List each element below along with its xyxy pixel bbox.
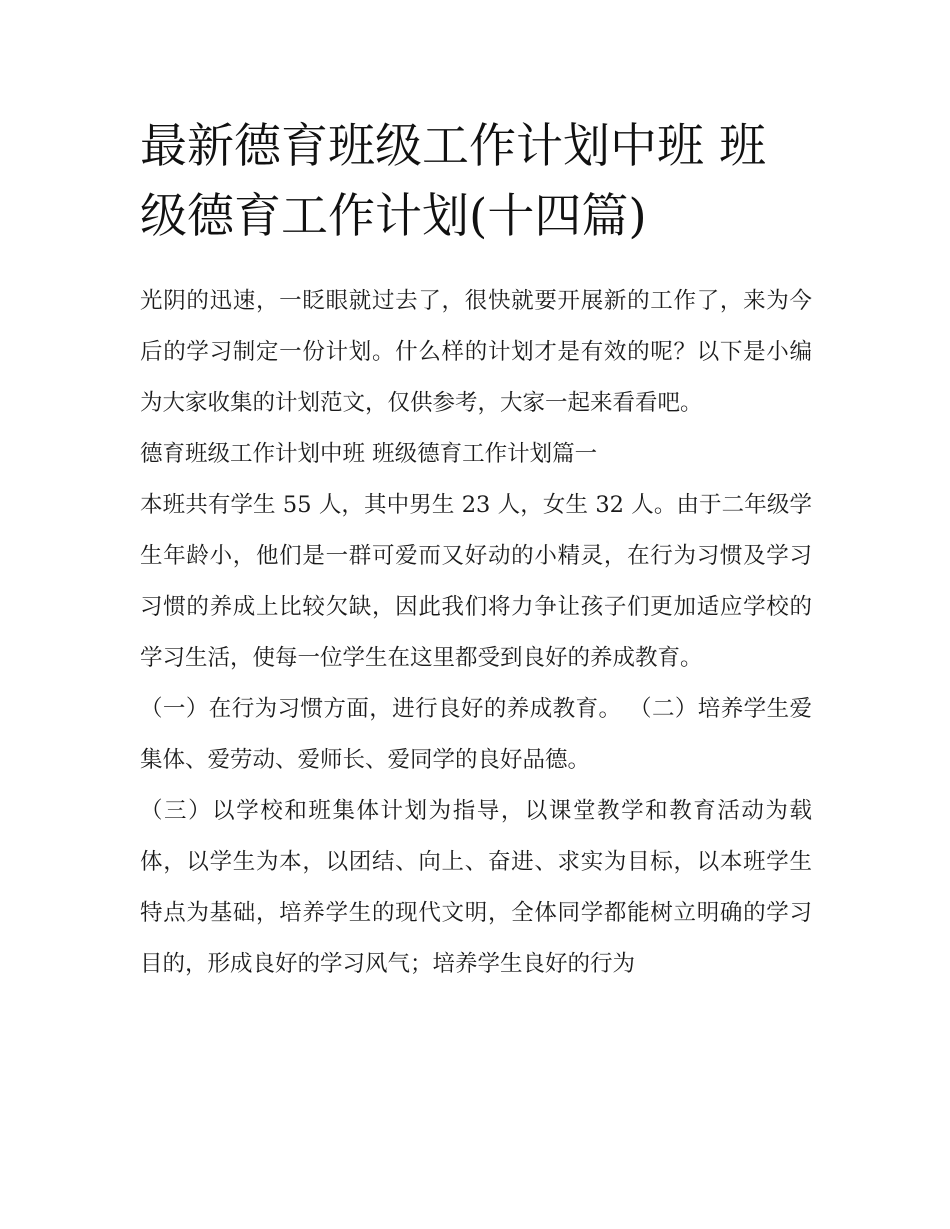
document-page bbox=[140, 112, 812, 990]
section-heading: 德育班级工作计划中班 班级德育工作计划篇一 bbox=[140, 441, 598, 467]
body-paragraph: （一）在行为习惯方面，进行良好的养成教育。 （二）培养学生爱集体、爱劳动、爱师长、爱同学的良好品德。 bbox=[140, 696, 812, 773]
intro-paragraph: 光阴的迅速，一眨眼就过去了，很快就要开展新的工作了，来为今后的学习制定一份计划。什么样的计划才是有效的呢？以下是小编为大家收集的计划范文，仅供参考，大家一起来看看吧。 bbox=[140, 288, 812, 416]
body-paragraph: （三）以学校和班集体计划为指导，以课堂教学和教育活动为载体，以学生为本，以团结、向上、奋进、求实为目标，以本班学生特点为基础，培养学生的现代文明，全体同学都能树立明确的学习目的，形成良好的学习风气；培养学生良好的行为 bbox=[140, 798, 812, 977]
body-paragraph: 本班共有学生 55 人，其中男生 23 人，女生 32 人。由于二年级学生年龄小，他们是一群可爱而又好动的小精灵，在行为习惯及学习习惯的养成上比较欠缺，因此我们将力争让孩子们更加适应学校的学习生活，使每一位学生在这里都受到良好的养成教育。 bbox=[140, 492, 812, 671]
document-title: 最新德育班级工作计划中班 班级德育工作计划(十四篇) bbox=[140, 119, 766, 244]
